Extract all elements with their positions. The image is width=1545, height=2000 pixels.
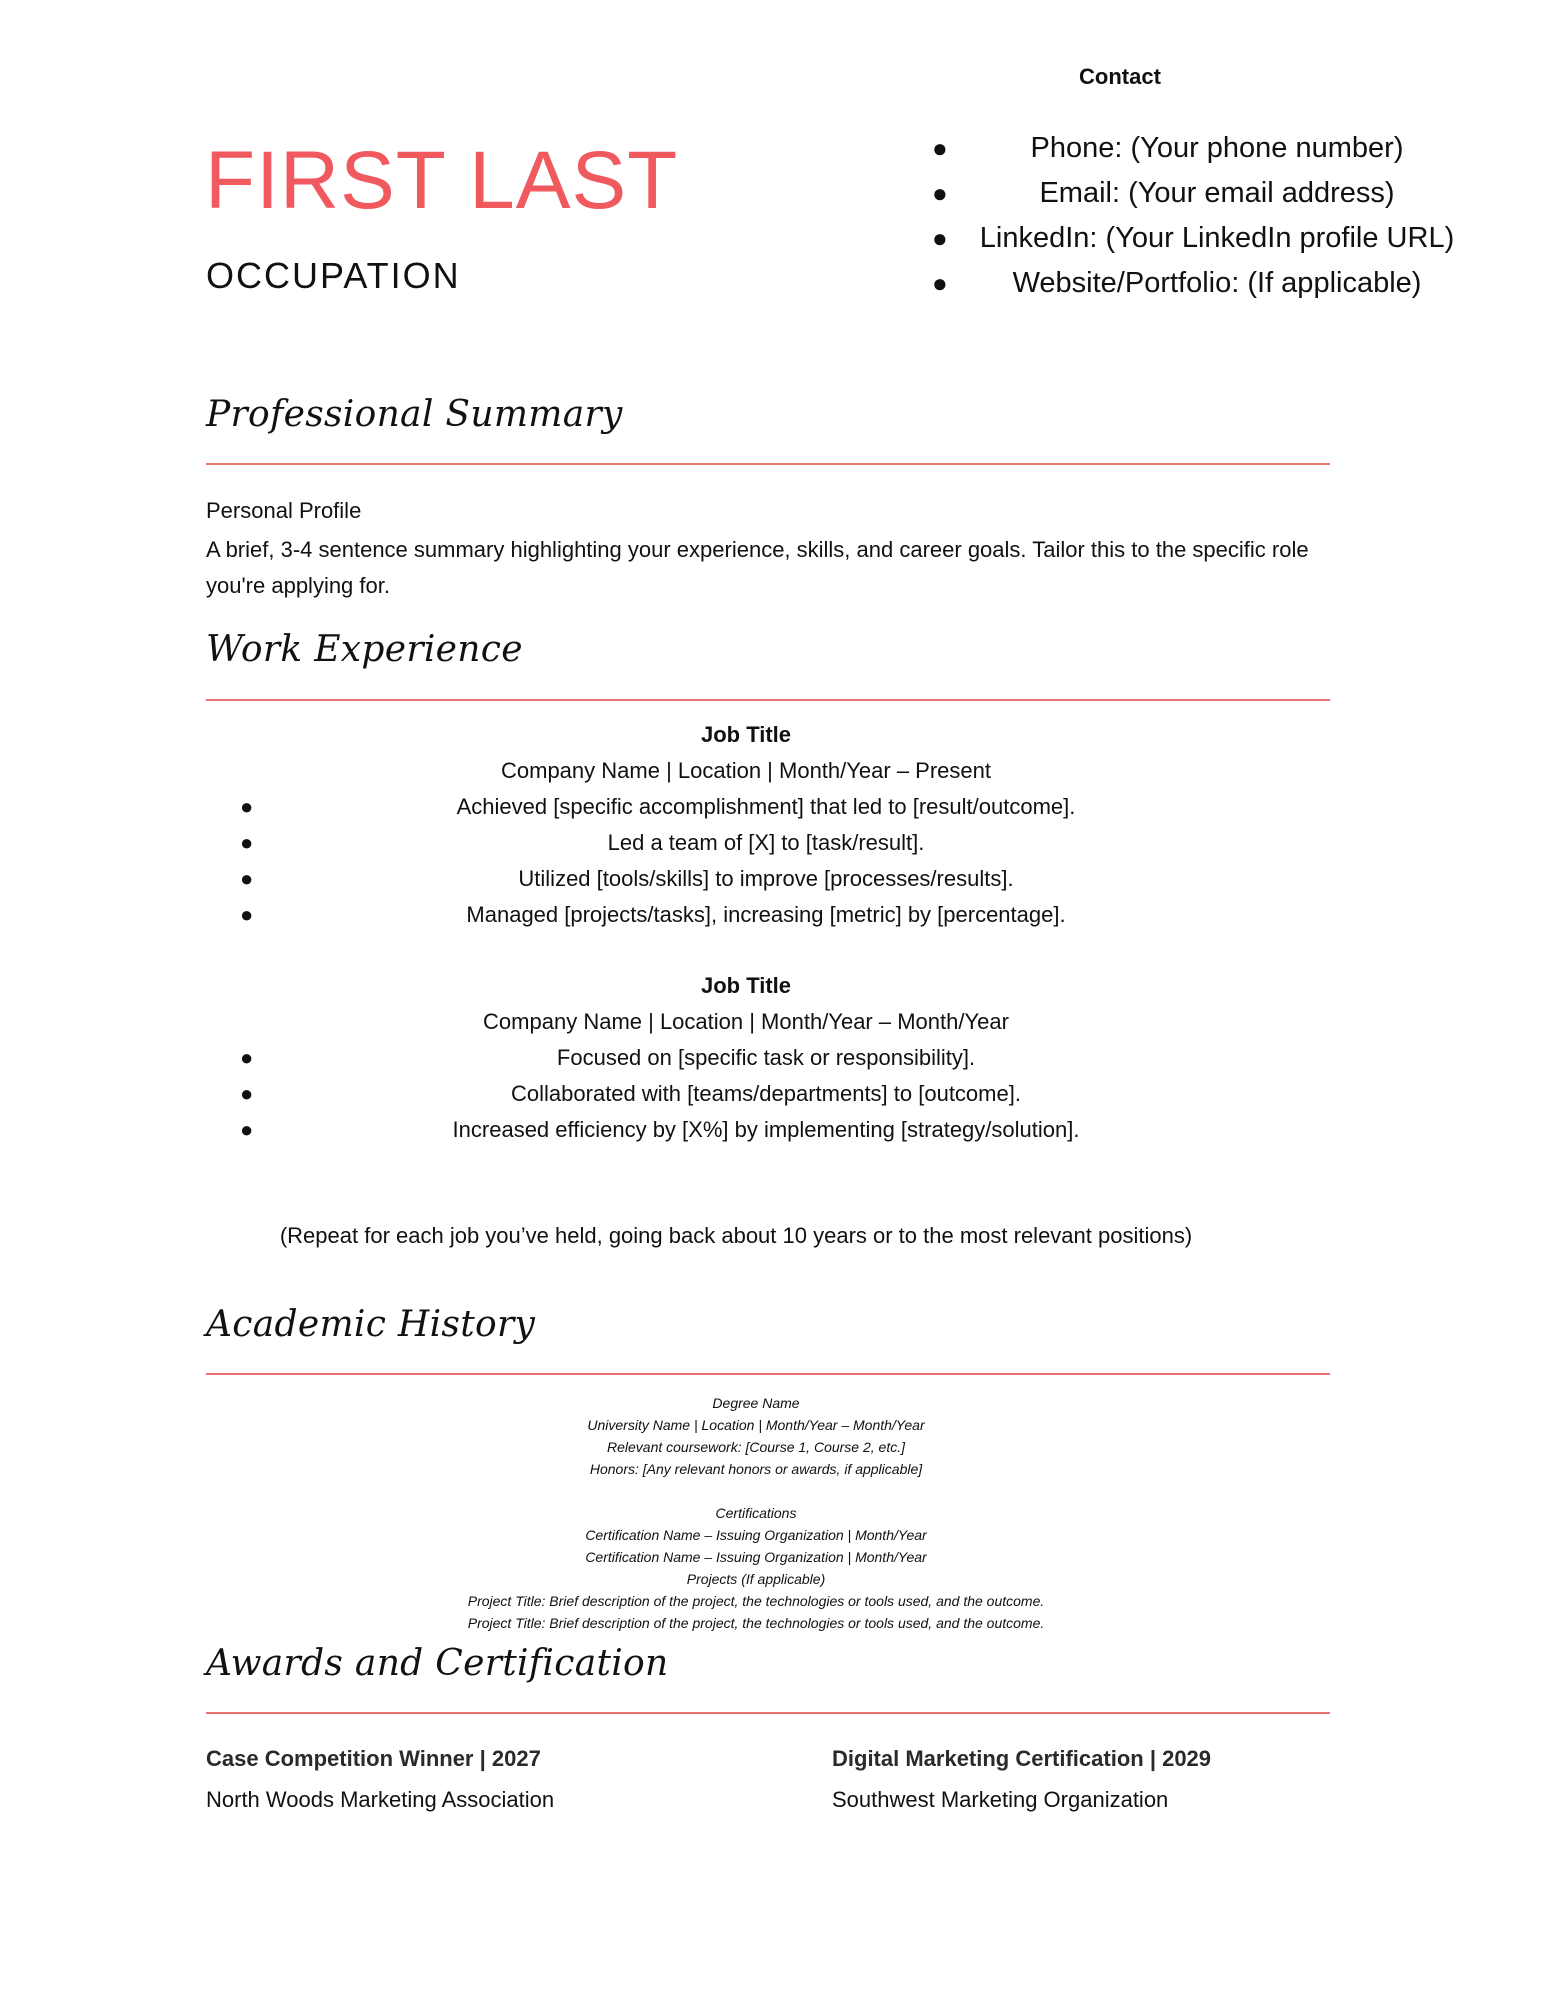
summary-label: Personal Profile (206, 498, 362, 523)
award-title: Case Competition Winner | 2027 (206, 1746, 541, 1771)
job-bullet-text: Focused on [specific task or responsibility]. (556, 1045, 976, 1070)
section-title-awards: Awards and Certification (206, 1643, 669, 1684)
academic-details (206, 1392, 1306, 1634)
occupation: OCCUPATION (206, 255, 461, 296)
job-meta: Company Name | Location | Month/Year – Present (501, 758, 991, 783)
job-bullet-text: Led a team of [X] to [task/result]. (607, 830, 925, 855)
bullet-icon: ● (240, 1045, 254, 1070)
degree-name: Degree Name (712, 1395, 800, 1411)
contact-website: Website/Portfolio: (If applicable) (1012, 267, 1422, 299)
section-title-work: Work Experience (206, 629, 523, 670)
job-bullet-text: Collaborated with [teams/departments] to [outcome]. (511, 1081, 1021, 1106)
job-bullet-text: Utilized [tools/skills] to improve [processes/results]. (518, 866, 1014, 891)
award-title: Digital Marketing Certification | 2029 (832, 1746, 1212, 1771)
candidate-name: FIRST LAST (205, 135, 679, 226)
job-bullet (206, 1076, 1306, 1112)
job-bullet-list (206, 789, 1306, 933)
bullet-icon: ● (240, 1117, 254, 1142)
job-bullet-list (206, 1040, 1306, 1148)
job-bullet (206, 789, 1306, 825)
section-divider (206, 463, 1330, 465)
bullet-icon: ● (240, 866, 254, 891)
repeat-note: (Repeat for each job you’ve held, going back about 10 years or to the most relevant positions) (279, 1223, 1193, 1248)
job-bullet (206, 1112, 1306, 1148)
award-organization: Southwest Marketing Organization (832, 1787, 1169, 1812)
section-title-academic: Academic History (206, 1304, 536, 1345)
bullet-icon: ● (240, 794, 254, 819)
project-line: Project Title: Brief description of the project, the technologies or tools used, and the outcome. (467, 1593, 1045, 1609)
contact-linkedin: LinkedIn: (Your LinkedIn profile URL) (979, 222, 1455, 254)
bullet-icon: ● (932, 268, 948, 298)
bullet-icon: ● (240, 830, 254, 855)
bullet-icon: ● (932, 133, 948, 163)
job-bullet-text: Increased efficiency by [X%] by implementing [strategy/solution]. (452, 1117, 1080, 1142)
summary-text: A brief, 3-4 sentence summary highlighting your experience, skills, and career goals. Tailor this to the specific role you're applying for. (206, 537, 1309, 598)
job-entry (206, 968, 1306, 1148)
section-divider (206, 1712, 1330, 1714)
job-entry (206, 717, 1306, 933)
honors-line: Honors: [Any relevant honors or awards, if applicable] (589, 1461, 923, 1477)
bullet-icon: ● (932, 223, 948, 253)
bullet-icon: ● (932, 178, 948, 208)
section-title-summary: Professional Summary (206, 394, 623, 435)
contact-heading: Contact (1079, 64, 1161, 89)
university-line: University Name | Location | Month/Year – Month/Year (587, 1417, 925, 1433)
certification-line: Certification Name – Issuing Organization | Month/Year (585, 1527, 927, 1543)
project-line: Project Title: Brief description of the project, the technologies or tools used, and the outcome. (467, 1615, 1045, 1631)
bullet-icon: ● (240, 1081, 254, 1106)
certifications-heading: Certifications (715, 1505, 797, 1521)
certification-line: Certification Name – Issuing Organization | Month/Year (585, 1549, 927, 1565)
job-bullet (206, 861, 1306, 897)
contact-email: Email: (Your email address) (1039, 177, 1395, 209)
job-bullet-text: Managed [projects/tasks], increasing [metric] by [percentage]. (466, 902, 1066, 927)
job-title: Job Title (700, 722, 792, 747)
job-bullet-text: Achieved [specific accomplishment] that led to [result/outcome]. (456, 794, 1076, 819)
job-bullet (206, 1040, 1306, 1076)
section-divider (206, 699, 1330, 701)
coursework-line: Relevant coursework: [Course 1, Course 2, etc.] (606, 1439, 906, 1455)
section-divider (206, 1373, 1330, 1375)
spacer (206, 1480, 1306, 1502)
job-bullet (206, 825, 1306, 861)
job-bullet (206, 897, 1306, 933)
job-title: Job Title (700, 973, 792, 998)
contact-phone: Phone: (Your phone number) (1030, 132, 1404, 164)
projects-heading: Projects (If applicable) (686, 1571, 826, 1587)
bullet-icon: ● (240, 902, 254, 927)
award-organization: North Woods Marketing Association (206, 1787, 555, 1812)
job-meta: Company Name | Location | Month/Year – Month/Year (483, 1009, 1009, 1034)
